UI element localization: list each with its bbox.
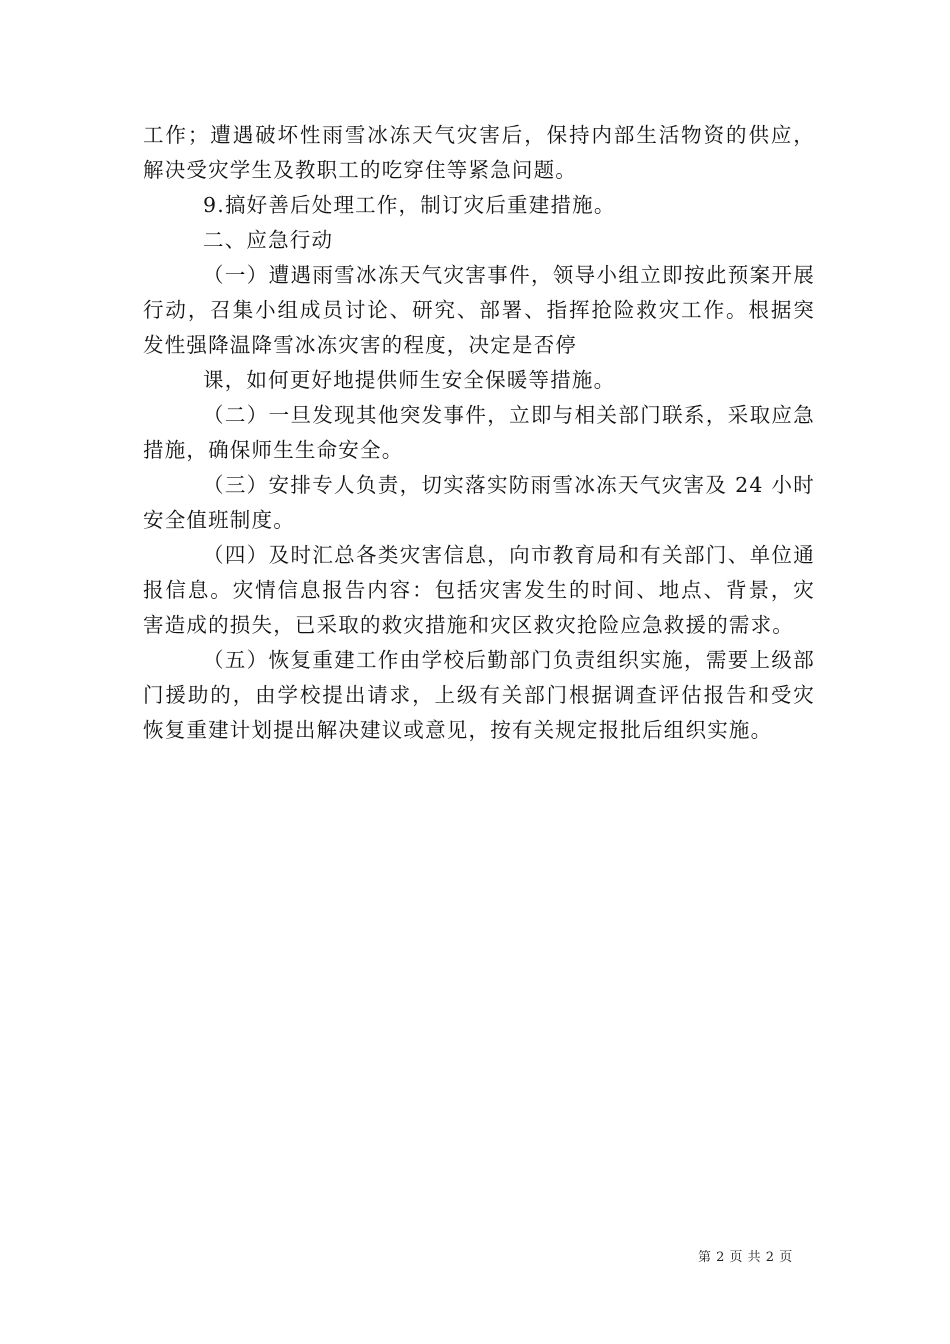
paragraph-action-4: （四）及时汇总各类灾害信息，向市教育局和有关部门、单位通报信息。灾情信息报告内容：包括灾害发生的时间、地点、背景，灾害造成的损失，已采取的救灾措施和灾区救灾抢险应急救援的需求。 [143,543,815,637]
paragraph-action-5: （五）恢复重建工作由学校后勤部门负责组织实施，需要上级部门援助的，由学校提出请求，上级有关部门根据调查评估报告和受灾恢复重建计划提出解决建议或意见，按有关规定报批后组织实施。 [143,648,815,742]
paragraph-action-3: （三）安排专人负责，切实落实防雨雪冰冻天气灾害及 24 小时安全值班制度。 [143,473,815,532]
paragraph-item-9: 9.搞好善后处理工作，制订灾后重建措施。 [203,193,616,217]
paragraph-action-2: （二）一旦发现其他突发事件，立即与相关部门联系，采取应急措施，确保师生生命安全。 [143,403,815,462]
paragraph-action-1-continued: 课，如何更好地提供师生安全保暖等措施。 [203,368,616,392]
paragraph-continued-work: 工作；遭遇破坏性雨雪冰冻天气灾害后，保持内部生活物资的供应，解决受灾学生及教职工的吃穿住等紧急问题。 [143,123,815,182]
paragraph-action-1: （一）遭遇雨雪冰冻天气灾害事件，领导小组立即按此预案开展行动，召集小组成员讨论、研究、部署、指挥抢险救灾工作。根据突发性强降温降雪冰冻灾害的程度，决定是否停 [143,263,815,357]
document-body [143,118,815,748]
page-number-footer: 第 2 页 共 2 页 [698,1250,793,1265]
section-heading-emergency-action: 二、应急行动 [203,228,334,252]
